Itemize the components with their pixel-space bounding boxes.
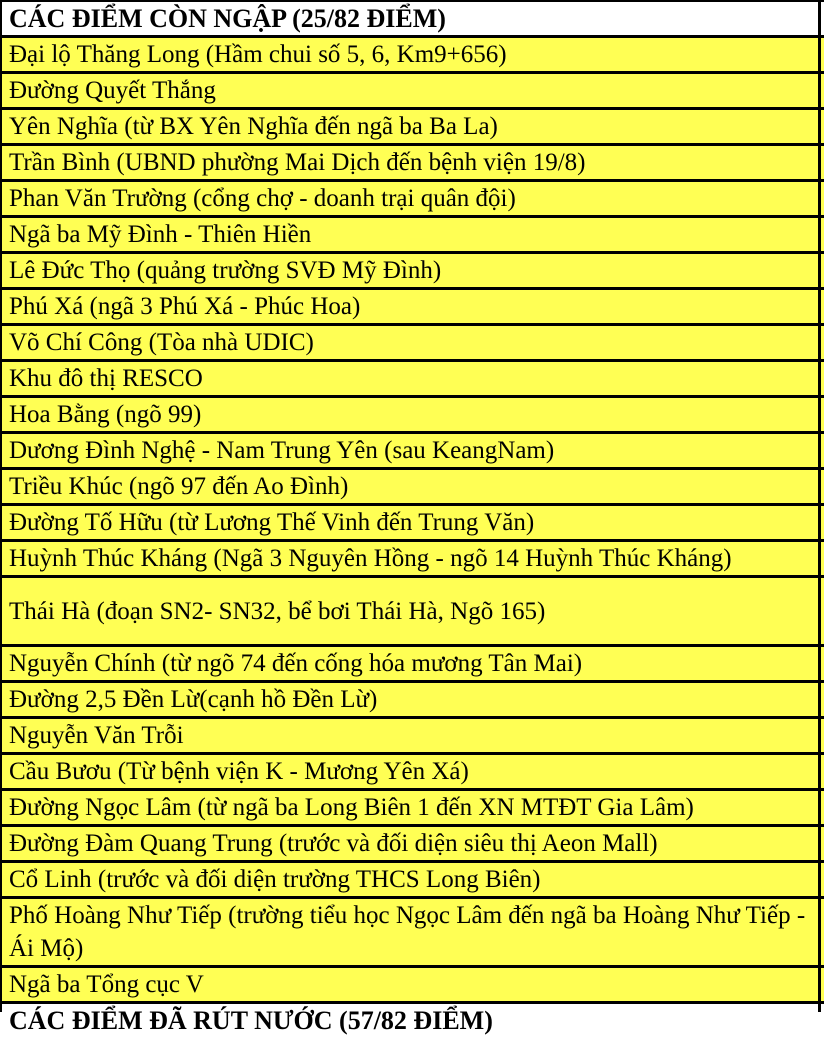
clipped-next-section-row: CÁC ĐIỂM ĐÃ RÚT NƯỚC (57/82 ĐIỂM) bbox=[2, 1004, 824, 1012]
table-row: Đường 2,5 Đền Lừ(cạnh hồ Đền Lừ) bbox=[2, 683, 824, 719]
table-row: Dương Đình Nghệ - Nam Trung Yên (sau KeangNam) bbox=[2, 434, 824, 470]
table-row: Hoa Bằng (ngõ 99) bbox=[2, 398, 824, 434]
table-row: Phan Văn Trường (cổng chợ - doanh trại quân đội) bbox=[2, 182, 824, 218]
table-row: Đường Đàm Quang Trung (trước và đối diện siêu thị Aeon Mall) bbox=[2, 827, 824, 863]
column-divider bbox=[818, 2, 821, 1012]
table-row: Đại lộ Thăng Long (Hầm chui số 5, 6, Km9+656) bbox=[2, 38, 824, 74]
table-row: Cổ Linh (trước và đối diện trường THCS Long Biên) bbox=[2, 863, 824, 899]
table-title-row: CÁC ĐIỂM CÒN NGẬP (25/82 ĐIỂM) bbox=[2, 2, 824, 38]
table-row: Huỳnh Thúc Kháng (Ngã 3 Nguyên Hồng - ngõ 14 Huỳnh Thúc Kháng) bbox=[2, 542, 824, 578]
table-row: Khu đô thị RESCO bbox=[2, 362, 824, 398]
table-row: Đường Quyết Thắng bbox=[2, 74, 824, 110]
table-row: Đường Tố Hữu (từ Lương Thế Vinh đến Trung Văn) bbox=[2, 506, 824, 542]
table-row: Nguyễn Văn Trỗi bbox=[2, 719, 824, 755]
table-row: Cầu Bươu (Từ bệnh viện K - Mương Yên Xá) bbox=[2, 755, 824, 791]
table-row: Ngã ba Mỹ Đình - Thiên Hiền bbox=[2, 218, 824, 254]
table-row: Triều Khúc (ngõ 97 đến Ao Đình) bbox=[2, 470, 824, 506]
table-row: Yên Nghĩa (từ BX Yên Nghĩa đến ngã ba Ba La) bbox=[2, 110, 824, 146]
table-row: Phú Xá (ngã 3 Phú Xá - Phúc Hoa) bbox=[2, 290, 824, 326]
table-row: Phố Hoàng Như Tiếp (trường tiểu học Ngọc Lâm đến ngã ba Hoàng Như Tiếp - Ái Mộ) bbox=[2, 899, 824, 968]
table-row: Thái Hà (đoạn SN2- SN32, bể bơi Thái Hà, Ngõ 165) bbox=[2, 578, 824, 647]
table-row: Nguyễn Chính (từ ngõ 74 đến cống hóa mương Tân Mai) bbox=[2, 647, 824, 683]
table-row: Đường Ngọc Lâm (từ ngã ba Long Biên 1 đến XN MTĐT Gia Lâm) bbox=[2, 791, 824, 827]
table-row: Võ Chí Công (Tòa nhà UDIC) bbox=[2, 326, 824, 362]
table-row: Lê Đức Thọ (quảng trường SVĐ Mỹ Đình) bbox=[2, 254, 824, 290]
table-row: Ngã ba Tổng cục V bbox=[2, 968, 824, 1004]
table-row: Trần Bình (UBND phường Mai Dịch đến bệnh viện 19/8) bbox=[2, 146, 824, 182]
